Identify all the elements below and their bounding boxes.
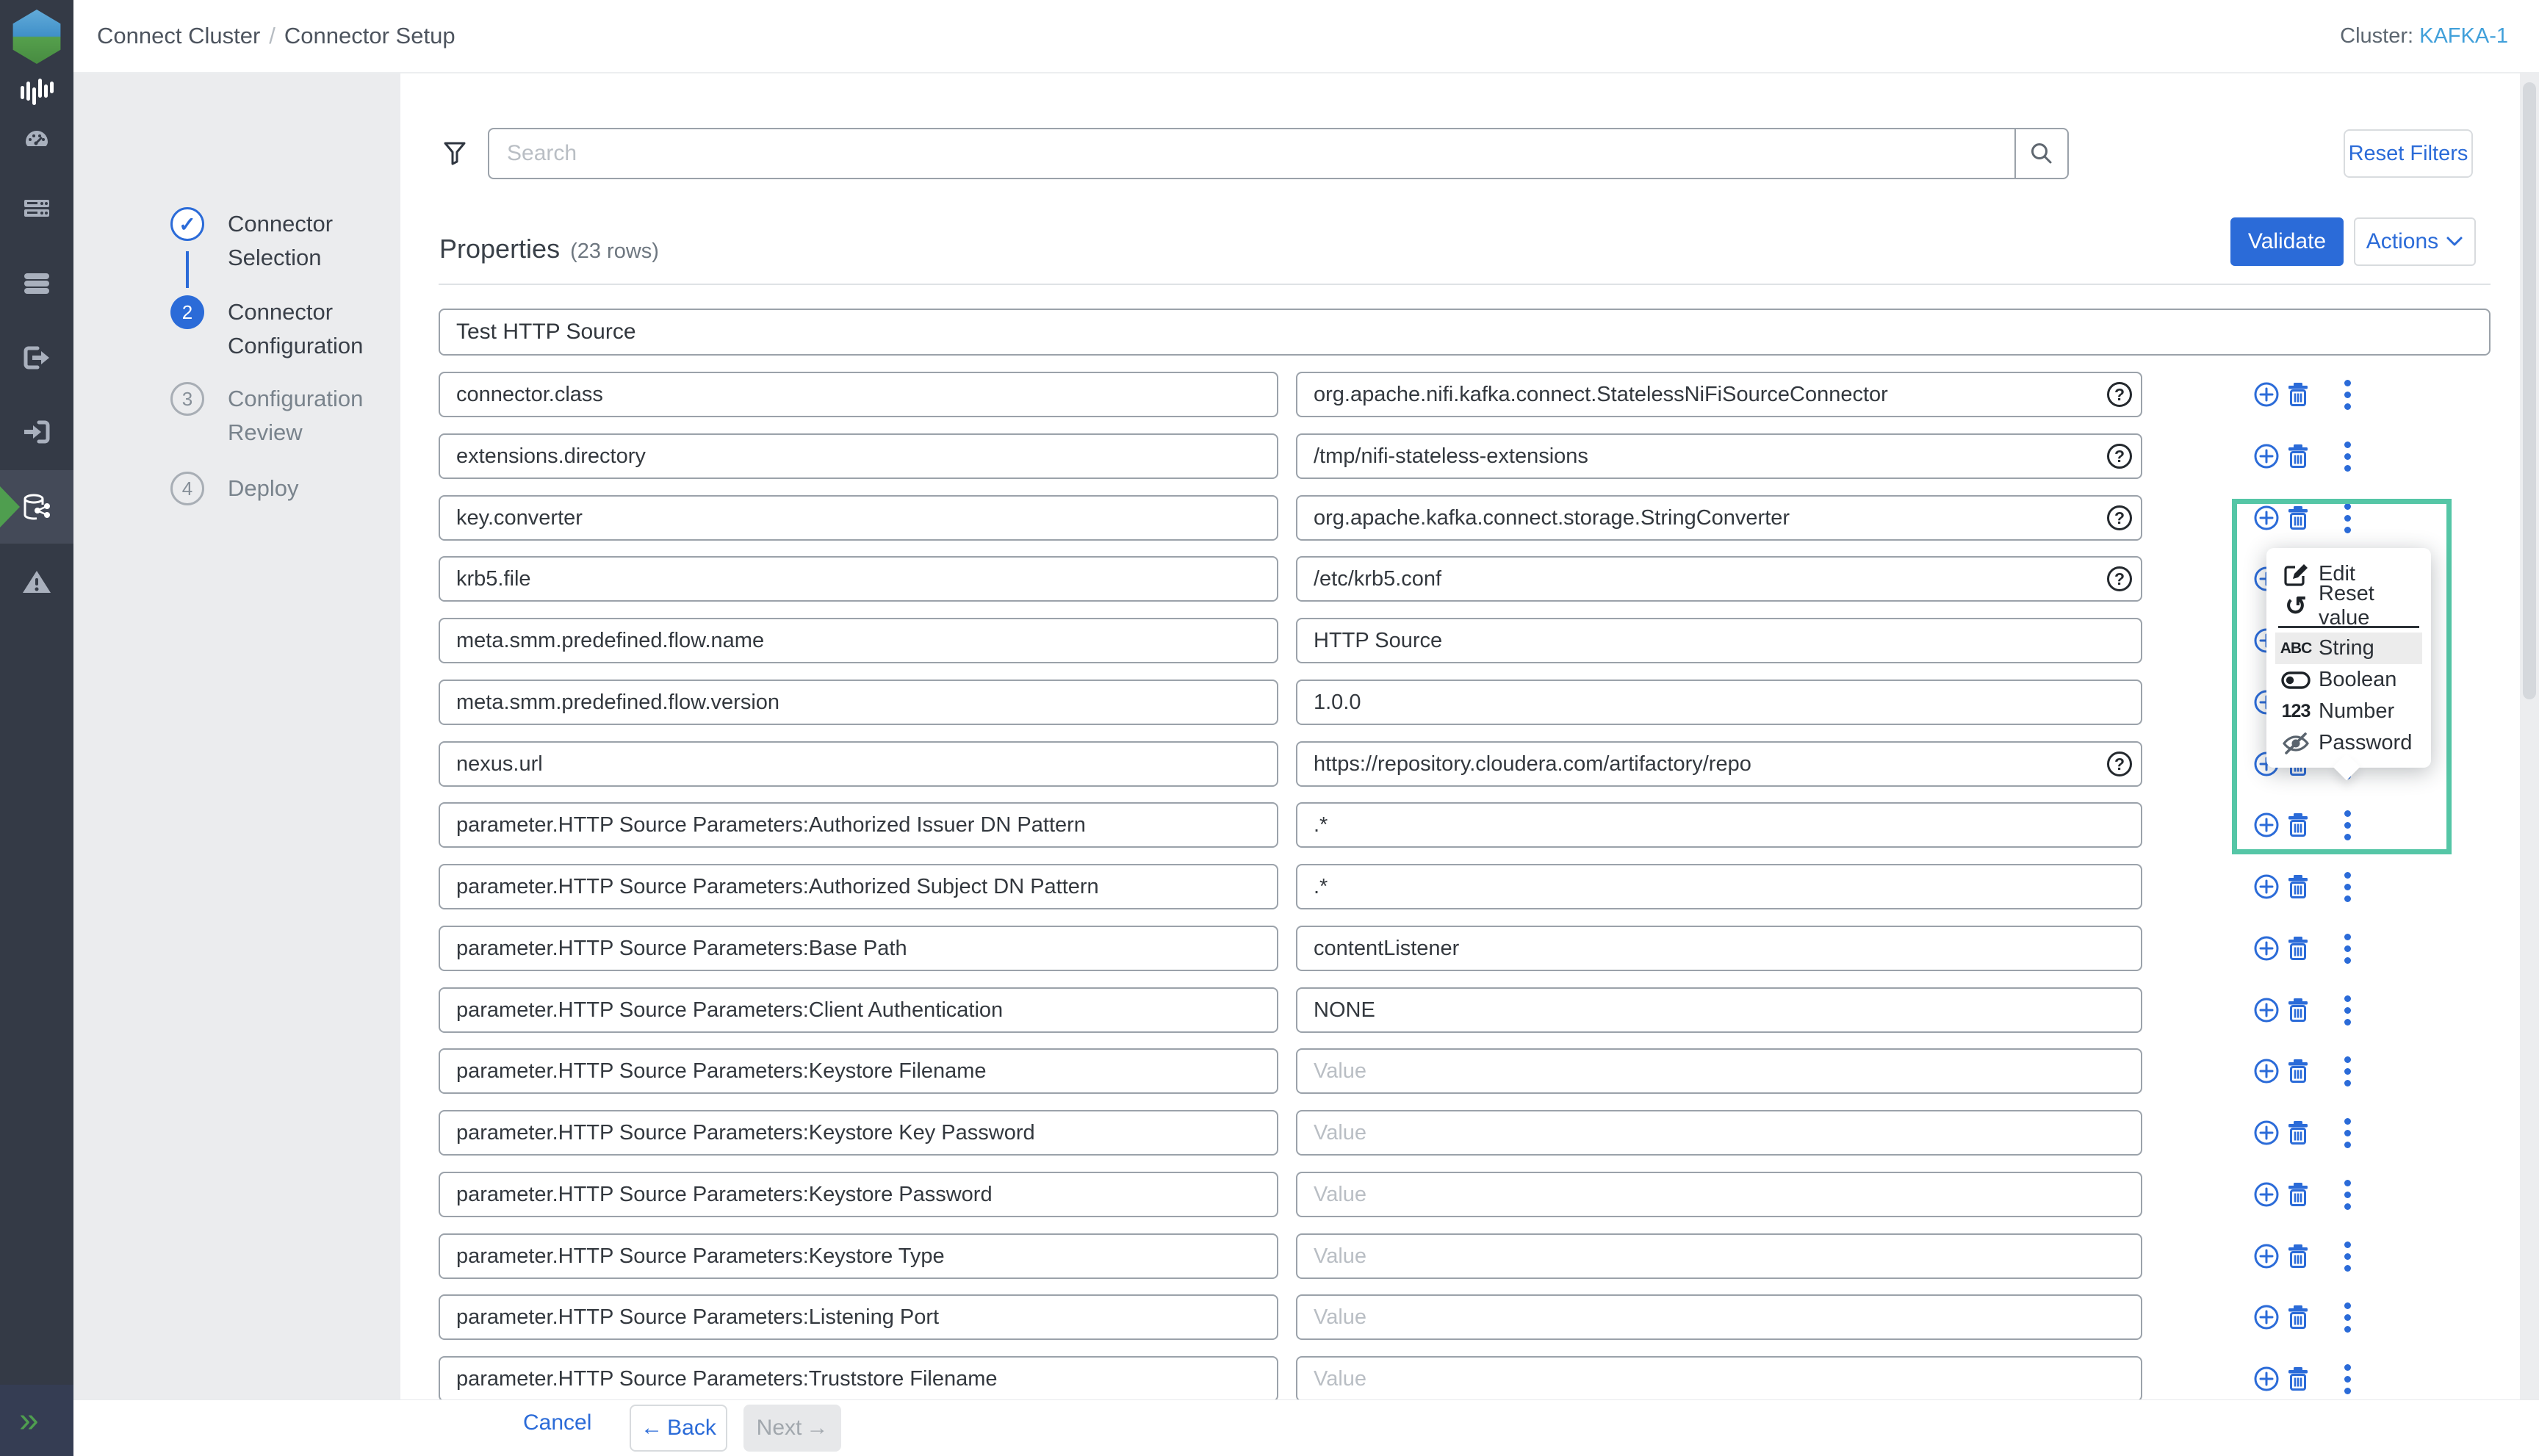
- add-row-button[interactable]: [2252, 1241, 2281, 1271]
- reset-icon: ↺: [2284, 590, 2308, 621]
- help-icon[interactable]: ?: [2107, 382, 2132, 407]
- property-key-input[interactable]: [439, 1110, 1278, 1156]
- delete-row-button[interactable]: [2283, 872, 2313, 901]
- delete-row-button[interactable]: [2283, 1118, 2313, 1147]
- property-value-input[interactable]: [1296, 987, 2142, 1033]
- sidebar-expand-button[interactable]: [0, 1385, 73, 1456]
- menu-item-edit[interactable]: Edit: [2275, 558, 2422, 590]
- consumers-icon[interactable]: [20, 415, 54, 449]
- expand-chevrons-icon: »: [19, 1401, 39, 1440]
- filter-funnel-icon: [439, 138, 470, 173]
- waveform-logo-glyph: [10, 64, 63, 118]
- eye-slash-icon: [2280, 732, 2312, 755]
- property-row: [439, 987, 2539, 1033]
- property-key-input[interactable]: [439, 556, 1278, 602]
- arrow-left-icon: ←: [641, 1416, 663, 1440]
- property-key-input[interactable]: [439, 433, 1278, 479]
- brokers-icon[interactable]: [20, 191, 54, 225]
- kebab-icon: [2344, 934, 2351, 964]
- property-value-input[interactable]: [1296, 1294, 2142, 1340]
- kebab-icon: [2344, 442, 2351, 472]
- producers-icon[interactable]: [20, 341, 54, 375]
- property-value-box: [1296, 618, 2142, 663]
- actions-button[interactable]: Actions: [2354, 217, 2476, 266]
- property-value-box: [1296, 1294, 2142, 1340]
- property-row: [439, 1048, 2539, 1094]
- help-icon[interactable]: ?: [2107, 505, 2132, 530]
- property-row: [439, 1233, 2539, 1279]
- property-value-input[interactable]: [1296, 680, 2142, 725]
- property-key-input[interactable]: [439, 1233, 1278, 1279]
- top-bar: [73, 0, 2539, 73]
- step-4-circle[interactable]: 4: [170, 472, 204, 505]
- cluster-label: Cluster:: [2340, 24, 2414, 48]
- property-row: [439, 1172, 2539, 1217]
- trash-icon: [2284, 381, 2312, 408]
- delete-row-button[interactable]: [2283, 1241, 2313, 1271]
- property-row: [439, 802, 2539, 848]
- property-value-box: [1296, 1356, 2142, 1402]
- property-key-input[interactable]: [439, 372, 1278, 417]
- plus-circle-icon: [2252, 1242, 2280, 1270]
- next-button-disabled[interactable]: Next →: [743, 1405, 841, 1452]
- alerts-icon[interactable]: [20, 565, 54, 599]
- plus-circle-icon: [2252, 934, 2280, 962]
- help-icon[interactable]: ?: [2107, 444, 2132, 469]
- delete-row-button[interactable]: [2283, 380, 2313, 409]
- property-key-input[interactable]: [439, 680, 1278, 725]
- breadcrumb-separator: /: [269, 23, 275, 48]
- scrollbar-track[interactable]: [2520, 73, 2539, 1399]
- property-value-box: [1296, 556, 2142, 602]
- search-icon: [2028, 140, 2056, 167]
- wizard-stepper: [73, 73, 400, 1399]
- property-value-box: [1296, 1110, 2142, 1156]
- active-nav-arrow: [0, 486, 20, 527]
- property-row: [439, 864, 2539, 909]
- add-row-button[interactable]: [2252, 810, 2281, 840]
- property-row: [439, 926, 2539, 971]
- step-3-label: Configuration Review: [228, 386, 364, 445]
- property-value-input[interactable]: [1296, 741, 2142, 787]
- add-row-button[interactable]: [2252, 442, 2281, 471]
- connector-name-input[interactable]: [439, 309, 2491, 356]
- trash-icon: [2284, 1181, 2312, 1208]
- property-value-input[interactable]: [1296, 433, 2142, 479]
- kebab-icon: [2344, 1241, 2351, 1272]
- property-row: [439, 618, 2539, 663]
- delete-row-button[interactable]: [2283, 934, 2313, 963]
- delete-row-button[interactable]: [2283, 1056, 2313, 1086]
- row-menu-kebab-button[interactable]: [2333, 1302, 2362, 1332]
- property-value-box: [1296, 926, 2142, 971]
- trash-icon: [2284, 1057, 2312, 1085]
- kebab-icon: [2344, 1180, 2351, 1210]
- menu-item-reset-value[interactable]: ↺ Reset value: [2275, 590, 2422, 621]
- validate-button[interactable]: Validate: [2230, 217, 2344, 266]
- breadcrumb: [97, 23, 455, 49]
- property-value-box: [1296, 864, 2142, 909]
- property-value-box: [1296, 1172, 2142, 1217]
- property-value-input[interactable]: [1296, 1356, 2142, 1402]
- arrow-right-icon: →: [806, 1416, 829, 1440]
- property-value-box: [1296, 741, 2142, 787]
- menu-item-type-password[interactable]: Password: [2275, 727, 2422, 759]
- help-icon[interactable]: ?: [2107, 566, 2132, 591]
- chevron-down-icon: [2446, 236, 2463, 248]
- kebab-icon: [2344, 1056, 2351, 1086]
- add-row-button[interactable]: [2252, 503, 2281, 533]
- row-menu-kebab-button[interactable]: [2333, 1118, 2362, 1147]
- step-1-label[interactable]: Connector Selection: [228, 211, 334, 270]
- property-key-input[interactable]: [439, 741, 1278, 787]
- property-value-box: [1296, 1048, 2142, 1094]
- kebab-icon: [2344, 810, 2351, 840]
- trash-icon: [2284, 1303, 2312, 1331]
- cluster-name-link[interactable]: KAFKA-1: [2419, 24, 2508, 48]
- menu-item-type-boolean[interactable]: Boolean: [2275, 664, 2422, 696]
- row-menu-kebab-button[interactable]: [2333, 995, 2362, 1025]
- sidebar: [0, 0, 73, 1456]
- step-connector-line: [186, 251, 189, 288]
- cluster-indicator: [2340, 24, 2508, 48]
- plus-circle-icon: [2252, 504, 2280, 532]
- property-value-input[interactable]: [1296, 802, 2142, 848]
- kebab-icon: [2344, 380, 2351, 410]
- add-row-button[interactable]: [2252, 1364, 2281, 1394]
- property-value-input[interactable]: [1296, 1048, 2142, 1094]
- row-menu-kebab-button[interactable]: [2333, 380, 2362, 409]
- breadcrumb-connector-setup: Connector Setup: [284, 23, 455, 48]
- property-key-input[interactable]: [439, 1048, 1278, 1094]
- step-1-circle[interactable]: [170, 207, 204, 241]
- row-menu-kebab-button[interactable]: [2333, 442, 2362, 471]
- kebab-icon: [2344, 872, 2351, 902]
- header-divider: [439, 284, 2491, 285]
- property-row: [439, 741, 2539, 787]
- trash-icon: [2284, 1365, 2312, 1393]
- property-key-input[interactable]: [439, 987, 1278, 1033]
- delete-row-button[interactable]: [2283, 503, 2313, 533]
- value-type-context-menu: [2266, 548, 2431, 768]
- scrollbar-thumb[interactable]: [2523, 82, 2536, 699]
- row-menu-kebab-button[interactable]: [2333, 1056, 2362, 1086]
- property-key-input[interactable]: [439, 618, 1278, 663]
- property-row: [439, 372, 2539, 417]
- help-icon[interactable]: ?: [2107, 752, 2132, 776]
- plus-circle-icon: [2252, 381, 2280, 408]
- plus-circle-icon: [2252, 811, 2280, 839]
- property-value-box: [1296, 802, 2142, 848]
- footer-bar: [73, 1399, 2539, 1456]
- cancel-button[interactable]: Cancel: [523, 1410, 592, 1435]
- plus-circle-icon: [2252, 996, 2280, 1024]
- smm-logo: [10, 10, 63, 64]
- kebab-icon: [2344, 1302, 2351, 1333]
- row-menu-kebab-button[interactable]: [2333, 934, 2362, 963]
- property-key-input[interactable]: [439, 1172, 1278, 1217]
- search-input[interactable]: [489, 129, 2014, 178]
- properties-rows: [439, 372, 2539, 1402]
- trash-icon: [2284, 996, 2312, 1024]
- step-4-label: Deploy: [228, 475, 299, 501]
- step-2-circle[interactable]: 2: [170, 295, 204, 329]
- delete-row-button[interactable]: [2283, 1364, 2313, 1394]
- plus-circle-icon: [2252, 873, 2280, 901]
- property-row: [439, 495, 2539, 541]
- plus-circle-icon: [2252, 1119, 2280, 1147]
- row-menu-kebab-button[interactable]: [2333, 1364, 2362, 1394]
- property-value-input[interactable]: [1296, 1172, 2142, 1217]
- property-value-input[interactable]: [1296, 495, 2142, 541]
- row-menu-kebab-button[interactable]: [2333, 1180, 2362, 1209]
- edit-icon: [2280, 561, 2312, 588]
- plus-circle-icon: [2252, 1057, 2280, 1085]
- property-value-box: [1296, 372, 2142, 417]
- back-button[interactable]: ← Back: [630, 1405, 727, 1452]
- step-3-circle[interactable]: 3: [170, 382, 204, 416]
- property-value-input[interactable]: [1296, 372, 2142, 417]
- properties-row-count: (23 rows): [570, 239, 659, 263]
- property-value-input[interactable]: [1296, 1233, 2142, 1279]
- reset-filters-button[interactable]: Reset Filters: [2344, 129, 2473, 178]
- check-icon: ✓: [179, 212, 196, 236]
- number-type-icon: 123: [2281, 701, 2311, 721]
- property-value-input[interactable]: [1296, 864, 2142, 909]
- search-button[interactable]: [2014, 129, 2067, 178]
- add-row-button[interactable]: [2252, 1118, 2281, 1147]
- menu-item-type-number[interactable]: 123 Number: [2275, 696, 2422, 727]
- search-bar: [488, 128, 2069, 179]
- property-value-input[interactable]: [1296, 556, 2142, 602]
- trash-icon: [2284, 504, 2312, 532]
- delete-row-button[interactable]: [2283, 442, 2313, 471]
- add-row-button[interactable]: [2252, 934, 2281, 963]
- delete-row-button[interactable]: [2283, 1180, 2313, 1209]
- property-row: [439, 1294, 2539, 1340]
- trash-icon: [2284, 873, 2312, 901]
- breadcrumb-connect-cluster[interactable]: Connect Cluster: [97, 23, 261, 48]
- kebab-icon: [2344, 1118, 2351, 1148]
- properties-title: Properties: [439, 234, 561, 264]
- property-value-box: [1296, 433, 2142, 479]
- plus-circle-icon: [2252, 442, 2280, 470]
- row-menu-kebab-button[interactable]: [2333, 1241, 2362, 1271]
- trash-icon: [2284, 1242, 2312, 1270]
- properties-heading: [439, 234, 659, 264]
- kebab-icon: [2344, 503, 2351, 533]
- string-type-icon: ABC: [2280, 639, 2312, 657]
- plus-circle-icon: [2252, 1365, 2280, 1393]
- kebab-icon: [2344, 995, 2351, 1026]
- delete-row-button[interactable]: [2283, 1302, 2313, 1332]
- add-row-button[interactable]: [2252, 995, 2281, 1025]
- property-row: [439, 433, 2539, 479]
- delete-row-button[interactable]: [2283, 995, 2313, 1025]
- property-key-input[interactable]: [439, 864, 1278, 909]
- plus-circle-icon: [2252, 1303, 2280, 1331]
- overview-gauge-icon[interactable]: [20, 119, 54, 153]
- property-row: [439, 1110, 2539, 1156]
- menu-item-type-string[interactable]: ABC String: [2275, 633, 2422, 664]
- connect-icon[interactable]: [20, 490, 54, 524]
- row-menu-kebab-button[interactable]: [2333, 872, 2362, 901]
- kebab-icon: [2344, 1364, 2351, 1394]
- property-value-box: [1296, 680, 2142, 725]
- row-menu-kebab-button[interactable]: [2333, 810, 2362, 840]
- property-key-input[interactable]: [439, 1356, 1278, 1402]
- property-key-input[interactable]: [439, 495, 1278, 541]
- property-row: [439, 556, 2539, 602]
- property-row: [439, 680, 2539, 725]
- add-row-button[interactable]: [2252, 1180, 2281, 1209]
- property-row: [439, 1356, 2539, 1402]
- property-key-input[interactable]: [439, 1294, 1278, 1340]
- property-value-input[interactable]: [1296, 1110, 2142, 1156]
- trash-icon: [2284, 934, 2312, 962]
- delete-row-button[interactable]: [2283, 810, 2313, 840]
- property-value-input[interactable]: [1296, 618, 2142, 663]
- add-row-button[interactable]: [2252, 872, 2281, 901]
- add-row-button[interactable]: [2252, 1302, 2281, 1332]
- property-value-box: [1296, 1233, 2142, 1279]
- property-key-input[interactable]: [439, 802, 1278, 848]
- boolean-toggle-icon: [2280, 671, 2312, 690]
- plus-circle-icon: [2252, 1181, 2280, 1208]
- row-menu-kebab-button[interactable]: [2333, 503, 2362, 533]
- property-value-box: [1296, 495, 2142, 541]
- add-row-button[interactable]: [2252, 1056, 2281, 1086]
- trash-icon: [2284, 442, 2312, 470]
- step-2-label[interactable]: Connector Configuration: [228, 299, 364, 358]
- trash-icon: [2284, 811, 2312, 839]
- property-value-input[interactable]: [1296, 926, 2142, 971]
- add-row-button[interactable]: [2252, 380, 2281, 409]
- topics-icon[interactable]: [20, 266, 54, 300]
- trash-icon: [2284, 1119, 2312, 1147]
- property-key-input[interactable]: [439, 926, 1278, 971]
- property-value-box: [1296, 987, 2142, 1033]
